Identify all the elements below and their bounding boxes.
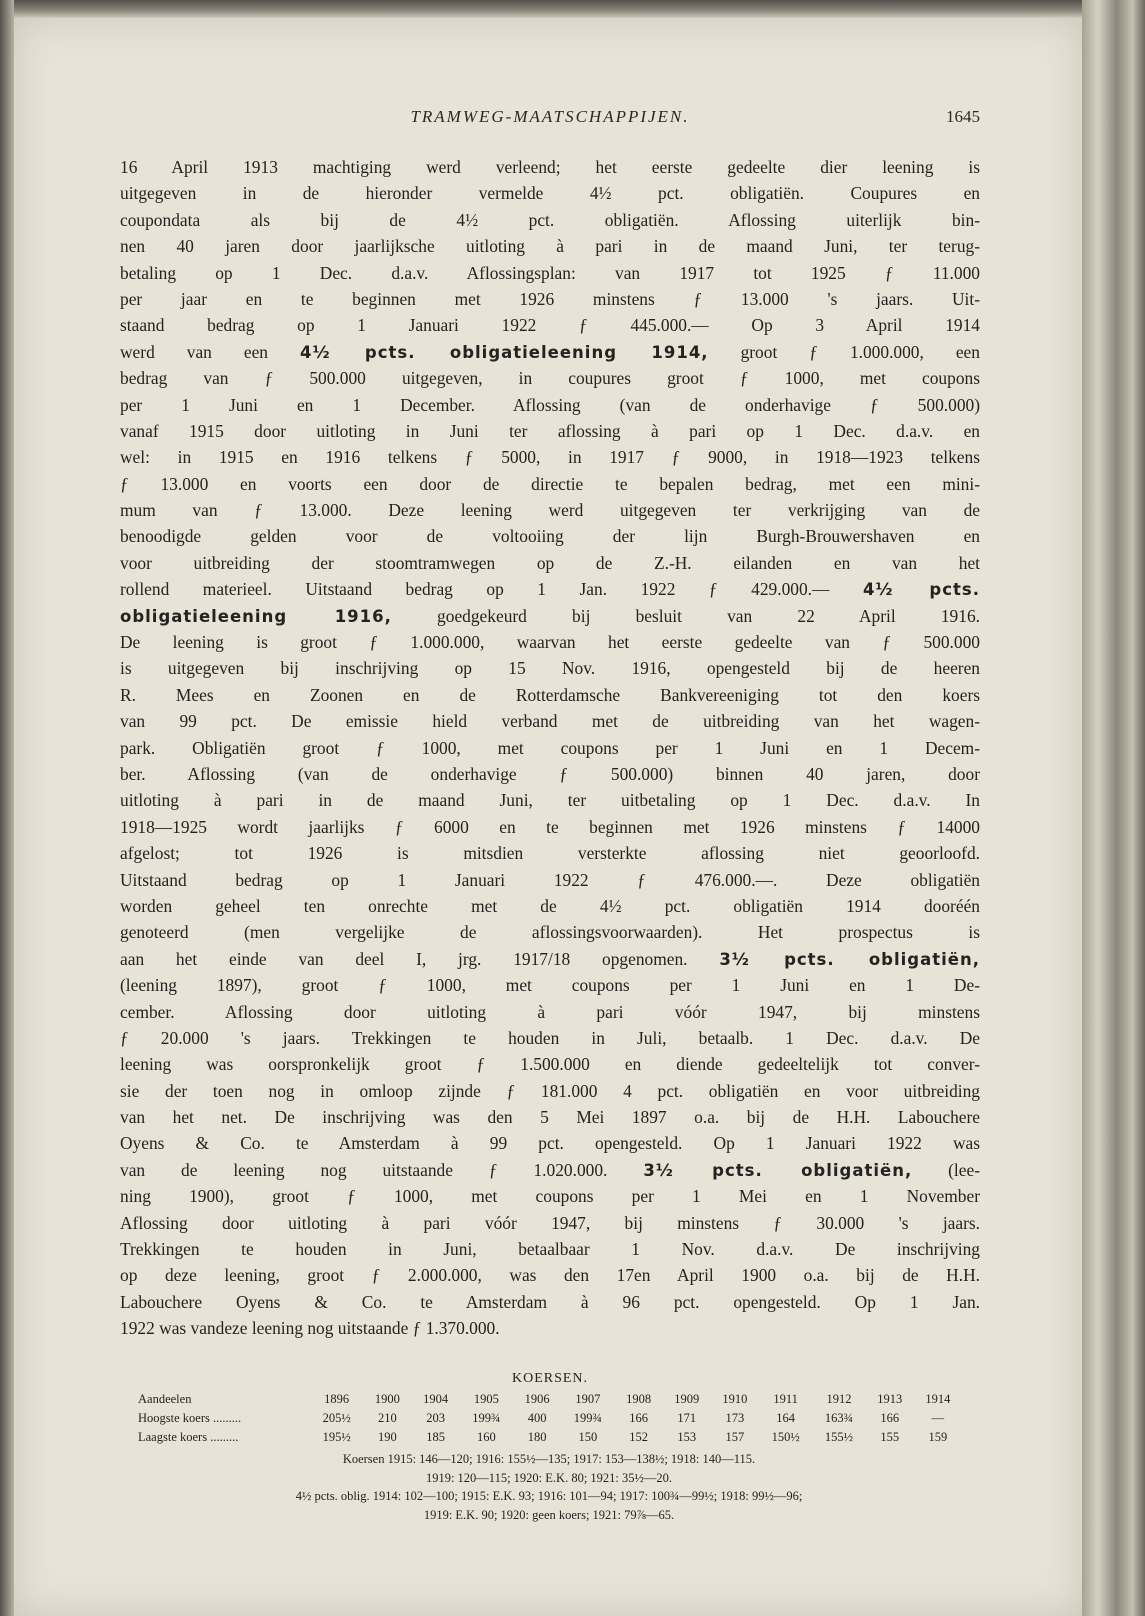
koersen-note-line: 1919: E.K. 90; 1920: geen koers; 1921: 79⅞—65. bbox=[423, 1507, 675, 1522]
year-cell: 1914 bbox=[925, 1392, 951, 1406]
year-cell: 1911 bbox=[773, 1392, 798, 1406]
text-run: (lee- bbox=[912, 1159, 980, 1180]
text-line: Oyens & Co. te Amsterdam à 99 pct. opengesteld. Op 1 Januari 1922 was bbox=[120, 1133, 980, 1154]
text-line: Uitstaand bedrag op 1 Januari 1922 ƒ 476.000.—. Deze obligatiën bbox=[120, 869, 980, 890]
koersen-notes bbox=[136, 1450, 962, 1524]
page-number: 1645 bbox=[946, 107, 980, 126]
text-line: betaling op 1 Dec. d.a.v. Aflossingsplan: van 1917 tot 1925 ƒ 11.000 bbox=[120, 262, 980, 283]
text-line: Labouchere Oyens & Co. te Amsterdam à 96 pct. opengesteld. Op 1 Jan. bbox=[120, 1291, 980, 1312]
text-line: per 1 Juni en 1 December. Aflossing (van de onderhavige ƒ 500.000) bbox=[120, 394, 980, 415]
year-cell: 1906 bbox=[524, 1392, 550, 1406]
text-line: is uitgegeven bij inschrijving op 15 Nov. 1916, opengesteld bij de heeren bbox=[120, 658, 980, 679]
table-row bbox=[136, 1409, 962, 1428]
price-cell: 160 bbox=[476, 1430, 496, 1444]
koersen-note-line: 1919: 120—115; 1920: E.K. 80; 1921: 35½—20. bbox=[425, 1470, 673, 1485]
text-line: park. Obligatiën groot ƒ 1000, met coupons per 1 Juni en 1 Decem- bbox=[120, 737, 980, 758]
text-line: wel: in 1915 en 1916 telkens ƒ 5000, in 1917 ƒ 9000, in 1918—1923 telkens bbox=[120, 447, 980, 468]
text-line: van 99 pct. De emissie hield verband met de uitbreiding van het wagen- bbox=[120, 711, 980, 732]
table-row bbox=[136, 1428, 962, 1447]
bond-heading: 4½ pcts. obligatieleening 1914, bbox=[299, 342, 709, 362]
price-cell: 205½ bbox=[322, 1411, 351, 1425]
koersen-heading: KOERSEN. bbox=[511, 1371, 589, 1386]
text-line: benoodigde gelden voor de voltooiing der lijn Burgh-Brouwershaven en bbox=[120, 526, 980, 547]
price-cell: 150 bbox=[578, 1430, 598, 1444]
text-line: ning 1900), groot ƒ 1000, met coupons per 1 Mei en 1 November bbox=[120, 1186, 980, 1207]
year-cell: 1907 bbox=[575, 1392, 601, 1406]
page-edge-left bbox=[0, 0, 14, 1616]
price-cell: 180 bbox=[527, 1430, 547, 1444]
price-cell: 199¾ bbox=[573, 1411, 602, 1425]
year-cell: 1905 bbox=[473, 1392, 499, 1406]
page-header bbox=[120, 107, 980, 135]
price-cell: 173 bbox=[725, 1411, 745, 1425]
price-cell: 152 bbox=[629, 1430, 648, 1444]
text-line: genoteerd (men vergelijke de aflossingsvoorwaarden). Het prospectus is bbox=[120, 922, 980, 943]
text-line: 1922 was vandeze leening nog uitstaande ƒ 1.370.000. bbox=[120, 1318, 500, 1339]
koersen-note-line: 4½ pcts. oblig. 1914: 102—100; 1915: E.K. 93; 1916: 101—94; 1917: 100¾—99½; 1918: 99½—96; bbox=[295, 1489, 803, 1503]
koersen-table bbox=[136, 1390, 962, 1447]
body-text bbox=[120, 154, 980, 1342]
running-title: TRAMWEG-MAATSCHAPPIJEN. bbox=[410, 107, 690, 126]
bond-heading: obligatieleening 1916, bbox=[120, 606, 392, 626]
bond-heading: 3½ pcts. obligatiën, bbox=[719, 949, 980, 969]
page-edge-top bbox=[0, 0, 1145, 18]
text-line bbox=[120, 946, 980, 972]
price-cell: 150½ bbox=[771, 1430, 800, 1444]
text-line: vanaf 1915 door uitloting in Juni ter aflossing à pari op 1 Dec. d.a.v. en bbox=[120, 420, 980, 441]
price-cell: 190 bbox=[378, 1430, 397, 1444]
price-cell: 166 bbox=[629, 1411, 648, 1425]
text-line: bedrag van ƒ 500.000 uitgegeven, in coupures groot ƒ 1000, met coupons bbox=[120, 368, 980, 389]
year-cell: 1913 bbox=[877, 1392, 903, 1406]
text-line: Trekkingen te houden in Juni, betaalbaar 1 Nov. d.a.v. De inschrijving bbox=[120, 1239, 980, 1260]
year-cell: 1904 bbox=[423, 1392, 449, 1406]
bond-heading: 3½ pcts. obligatiën, bbox=[643, 1160, 913, 1180]
price-cell: 199¾ bbox=[472, 1411, 501, 1425]
text-line: (leening 1897), groot ƒ 1000, met coupons per 1 Juni en 1 De- bbox=[120, 975, 980, 996]
price-cell: 185 bbox=[426, 1430, 445, 1444]
text-line: mum van ƒ 13.000. Deze leening werd uitgegeven ter verkrijging van de bbox=[120, 500, 980, 521]
text-line: van het net. De inschrijving was den 5 Mei 1897 o.a. bij de H.H. Labouchere bbox=[120, 1107, 980, 1128]
year-cell: 1900 bbox=[374, 1392, 400, 1406]
text-run: goedgekeurd bij besluit van 22 April 1916. bbox=[391, 605, 980, 626]
year-cell: 1910 bbox=[722, 1392, 748, 1406]
row-label: Aandeelen bbox=[138, 1392, 192, 1406]
year-cell: 1908 bbox=[626, 1392, 652, 1406]
text-line: uitloting à pari in de maand Juni, ter uitbetaling op 1 Dec. d.a.v. In bbox=[120, 790, 980, 811]
price-cell: — bbox=[931, 1411, 945, 1425]
text-line: voor uitbreiding der stoomtramwegen op de Z.-H. eilanden en van het bbox=[120, 552, 980, 573]
text-run: aan het einde van deel I, jrg. 1917/18 opgenomen. bbox=[120, 948, 720, 969]
text-line: 16 April 1913 machtiging werd verleend; het eerste gedeelte dier leening is bbox=[120, 157, 980, 177]
text-line: leening was oorspronkelijk groot ƒ 1.500.000 en diende gedeeltelijk tot conver- bbox=[120, 1054, 980, 1075]
text-line: 1918—1925 wordt jaarlijks ƒ 6000 en te beginnen met 1926 minstens ƒ 14000 bbox=[120, 816, 980, 837]
text-line bbox=[120, 576, 980, 602]
price-cell: 159 bbox=[928, 1430, 948, 1444]
text-run: rollend materieel. Uitstaand bedrag op 1 Jan. 1922 ƒ 429.000.— bbox=[120, 579, 863, 600]
text-line: cember. Aflossing door uitloting à pari vóór 1947, bij minstens bbox=[120, 1001, 980, 1022]
price-cell: 155½ bbox=[824, 1430, 854, 1444]
text-line: ƒ 20.000 's jaars. Trekkingen te houden in Juli, betaalb. 1 Dec. d.a.v. De bbox=[120, 1027, 980, 1048]
bond-heading: 4½ pcts. bbox=[862, 580, 980, 600]
book-edge-right bbox=[1082, 0, 1145, 1616]
price-cell: 164 bbox=[776, 1411, 796, 1425]
price-cell: 153 bbox=[677, 1430, 697, 1444]
text-line: uitgegeven in de hieronder vermelde 4½ pct. obligatiën. Coupures en bbox=[120, 183, 980, 204]
text-line: per jaar en te beginnen met 1926 minstens ƒ 13.000 's jaars. Uit- bbox=[120, 288, 980, 309]
price-cell: 400 bbox=[527, 1411, 547, 1425]
price-cell: 166 bbox=[880, 1411, 900, 1425]
text-line: R. Mees en Zoonen en de Rotterdamsche Bankvereeniging tot den koers bbox=[120, 684, 980, 705]
price-cell: 195½ bbox=[322, 1430, 351, 1444]
text-run: groot ƒ 1.000.000, een bbox=[708, 341, 980, 362]
text-line: Aflossing door uitloting à pari vóór 1947, bij minstens ƒ 30.000 's jaars. bbox=[120, 1212, 980, 1233]
text-line: sie der toen nog in omloop zijnde ƒ 181.000 4 pct. obligatiën en voor uitbreiding bbox=[120, 1080, 980, 1101]
table-row bbox=[136, 1390, 962, 1409]
text-line: De leening is groot ƒ 1.000.000, waarvan het eerste gedeelte van ƒ 500.000 bbox=[120, 632, 980, 653]
text-line: ƒ 13.000 en voorts een door de directie te bepalen bedrag, met een mini- bbox=[120, 473, 980, 494]
price-cell: 210 bbox=[378, 1411, 397, 1425]
text-line: worden geheel ten onrechte met de 4½ pct. obligatiën 1914 dooréén bbox=[120, 895, 980, 916]
text-line bbox=[120, 603, 980, 629]
row-label: Laagste koers ......... bbox=[138, 1430, 239, 1444]
year-cell: 1909 bbox=[674, 1392, 700, 1406]
price-cell: 157 bbox=[725, 1430, 745, 1444]
price-cell: 171 bbox=[677, 1411, 697, 1425]
text-run: werd van een bbox=[120, 341, 300, 362]
text-line: op deze leening, groot ƒ 2.000.000, was den 17en April 1900 o.a. bij de H.H. bbox=[120, 1265, 980, 1286]
koersen-note-line: Koersen 1915: 146—120; 1916: 155½—135; 1917: 153—138½; 1918: 140—115. bbox=[342, 1452, 756, 1466]
text-line bbox=[120, 1157, 980, 1183]
year-cell: 1896 bbox=[324, 1392, 350, 1406]
text-line: staand bedrag op 1 Januari 1922 ƒ 445.000.— Op 3 April 1914 bbox=[120, 315, 980, 336]
year-cell: 1912 bbox=[826, 1392, 852, 1406]
text-line: coupondata als bij de 4½ pct. obligatiën. Aflossing uiterlijk bin- bbox=[120, 209, 980, 230]
price-cell: 155 bbox=[880, 1430, 900, 1444]
text-line: ber. Aflossing (van de onderhavige ƒ 500.000) binnen 40 jaren, door bbox=[120, 763, 980, 784]
text-line: afgelost; tot 1926 is mitsdien versterkte aflossing niet geoorloofd. bbox=[120, 843, 980, 864]
text-line: nen 40 jaren door jaarlijksche uitloting à pari in de maand Juni, ter terug- bbox=[120, 236, 980, 257]
row-label: Hoogste koers ......... bbox=[138, 1411, 242, 1425]
text-line bbox=[120, 339, 980, 365]
price-cell: 163¾ bbox=[824, 1411, 854, 1425]
price-cell: 203 bbox=[426, 1411, 445, 1425]
text-run: van de leening nog uitstaande ƒ 1.020.000. bbox=[120, 1159, 644, 1180]
